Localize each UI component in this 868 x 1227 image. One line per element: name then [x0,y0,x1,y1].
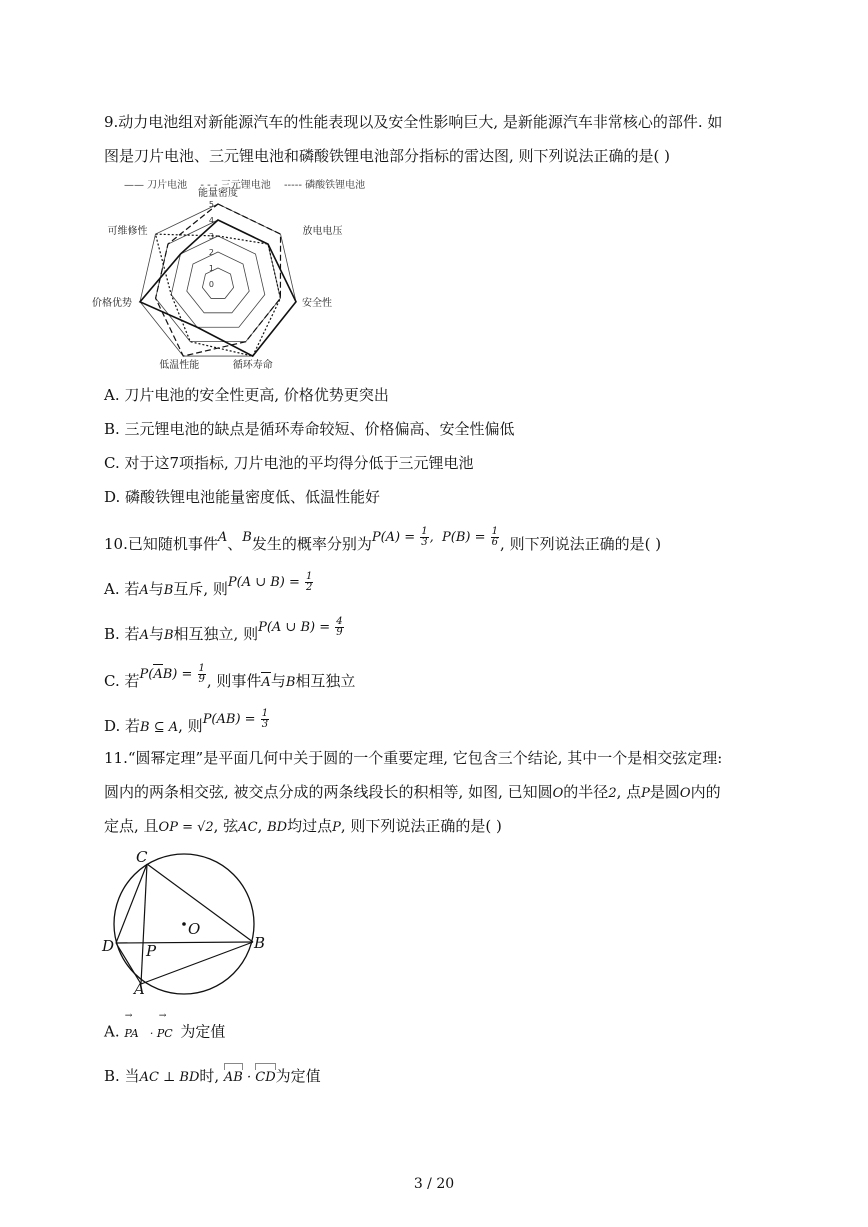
radar-grid-ring [140,204,296,356]
q9-option-d: D. 磷酸铁锂电池能量密度低、低温性能好 [104,488,381,506]
radar-axis-label: 可维修性 [107,226,148,238]
q11-stem-line1: 11.“圆幂定理”是平面几何中关于圆的一个重要定理, 它包含三个结论, 其中一个是相交弦定理: [104,749,723,767]
radar-grid-ring [202,268,233,298]
radar-axis-label: 循环寿命 [232,360,273,372]
q11-option-a: A. PA→ · PC→为定值 [104,1010,226,1041]
point-label: C [136,848,148,866]
radar-tick-label: 0 [208,280,214,289]
radar-tick-label: 3 [208,232,214,241]
point-label: A [134,980,145,998]
segment-ab [141,942,253,984]
segment-da [116,943,141,984]
point-label: B [254,934,266,952]
radar-axis-label: 安全性 [301,297,332,309]
radar-tick-label: 5 [208,200,214,209]
q11-option-b: B. 当AC ⊥ BD时, AB · CD为定值 [104,1066,321,1088]
radar-tick-label: 4 [208,216,214,225]
legend-blade: —— 刀片电池 [124,180,188,191]
q10-option-b: B. 若A与B相互独立, 则P(A ∪ B) = $\frac{4}{9}$ [104,616,343,643]
q9-stem-line2: 图是刀片电池、三元锂电池和磷酸铁锂电池部分指标的雷达图, 则下列说法正确的是( ) [104,147,671,165]
q9-stem-line1: 9.动力电池组对新能源汽车的性能表现以及安全性影响巨大, 是新能源汽车非常核心的部件. 如 [104,113,723,131]
radar-chart [92,188,360,372]
radar-axis-label: 能量密度 [198,188,238,199]
radar-tick-label: 1 [208,264,214,273]
center-point [182,922,186,926]
point-label: P [146,942,157,960]
radar-grid-ring [187,252,249,313]
q11-stem-line2: 圆内的两条相交弦, 被交点分成的两条线段长的积相等, 如图, 已知圆O的半径2, 点P是圆O内的 [104,783,721,801]
q9-option-b: B. 三元锂电池的缺点是循环寿命较短、价格偏高、安全性偏低 [104,420,515,438]
radar-axis-label: 放电电压 [302,226,343,238]
q9-option-c: C. 对于这7项指标, 刀片电池的平均得分低于三元锂电池 [104,454,474,472]
segment-cd [116,864,147,943]
point-label: O [188,920,201,938]
legend-lfp: ----- 磷酸铁锂电池 [283,180,366,191]
radar-tick-label: 2 [208,248,214,257]
q10-option-d: D. 若B ⊆ A, 则P(AB) = $\frac{1}{3}$ [104,708,269,735]
q10-stem: 10.已知随机事件A、B发生的概率分别为P(A) = $\frac{1}{3}$ , P(B) = $\frac{1}{6}$ , 则下列说法正确的是( ) [104,526,662,553]
circle-figure [98,848,278,998]
chord-bd [116,942,253,943]
radar-axis-label: 低温性能 [159,360,200,372]
chord-ac [141,864,147,984]
radar-legend [124,176,375,191]
q9-option-a: A. 刀片电池的安全性更高, 价格优势更突出 [104,386,389,404]
q11-stem-line3: 定点, 且OP = √2, 弦AC, BD均过点P, 则下列说法正确的是( ) [104,817,502,835]
page-number: 3 / 20 [413,1176,455,1192]
radar-axis-label: 价格优势 [92,297,133,309]
point-label: D [102,937,115,955]
q10-option-a: A. 若A与B互斥, 则P(A ∪ B) = $\frac{1}{2}$ [104,571,313,598]
q10-option-c: C. 若P(AB) = $\frac{1}{9}$ , 则事件A与B相互独立 [104,671,355,693]
radar-series-0 [140,220,296,356]
legend-ternary: - - - 三元锂电池 [200,180,271,191]
